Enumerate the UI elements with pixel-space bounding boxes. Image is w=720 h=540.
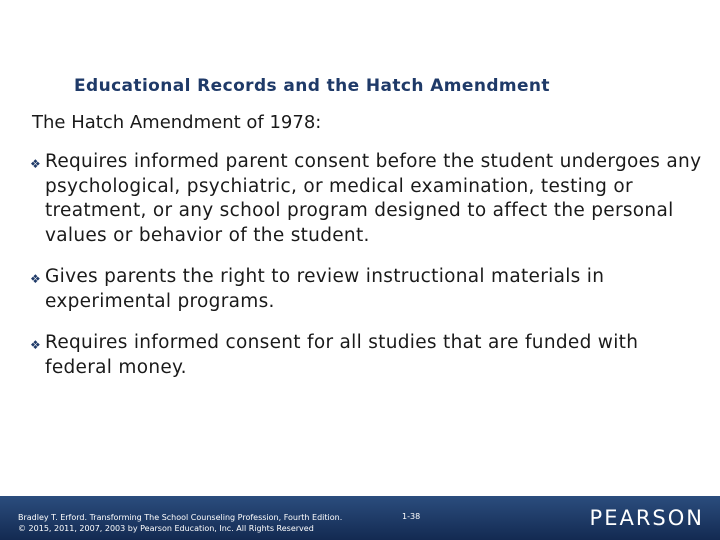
page-number: 1-38 bbox=[402, 512, 421, 521]
copyright-credit bbox=[18, 512, 342, 534]
intro-text: The Hatch Amendment of 1978: bbox=[32, 112, 322, 133]
credit-line-2: © 2015, 2011, 2007, 2003 by Pearson Education, Inc. All Rights Reserved bbox=[18, 524, 314, 533]
bullet-text: Requires informed consent for all studies that are funded with federal money. bbox=[45, 332, 639, 378]
bullet-item bbox=[30, 331, 710, 380]
bullet-list bbox=[30, 150, 710, 380]
pearson-logo: PEARSON bbox=[589, 506, 704, 530]
bullet-item bbox=[30, 265, 710, 314]
bullet-diamond-icon: ❖ bbox=[30, 272, 42, 286]
bullet-text: Gives parents the right to review instructional materials in experimental programs. bbox=[45, 266, 605, 312]
bullet-diamond-icon: ❖ bbox=[30, 157, 42, 171]
bullet-text: Requires informed parent consent before the student undergoes any psychological, psychiatric, or medical examination, testing or treatment, or any school program designed to affect the personal values or behavior of the student. bbox=[45, 151, 702, 246]
footer-bar bbox=[0, 496, 720, 540]
bullet-diamond-icon: ❖ bbox=[30, 338, 42, 352]
slide-title: Educational Records and the Hatch Amendment bbox=[74, 76, 550, 96]
credit-line-1: Bradley T. Erford. Transforming The School Counseling Profession, Fourth Edition. bbox=[18, 513, 343, 522]
bullet-item bbox=[30, 150, 710, 248]
